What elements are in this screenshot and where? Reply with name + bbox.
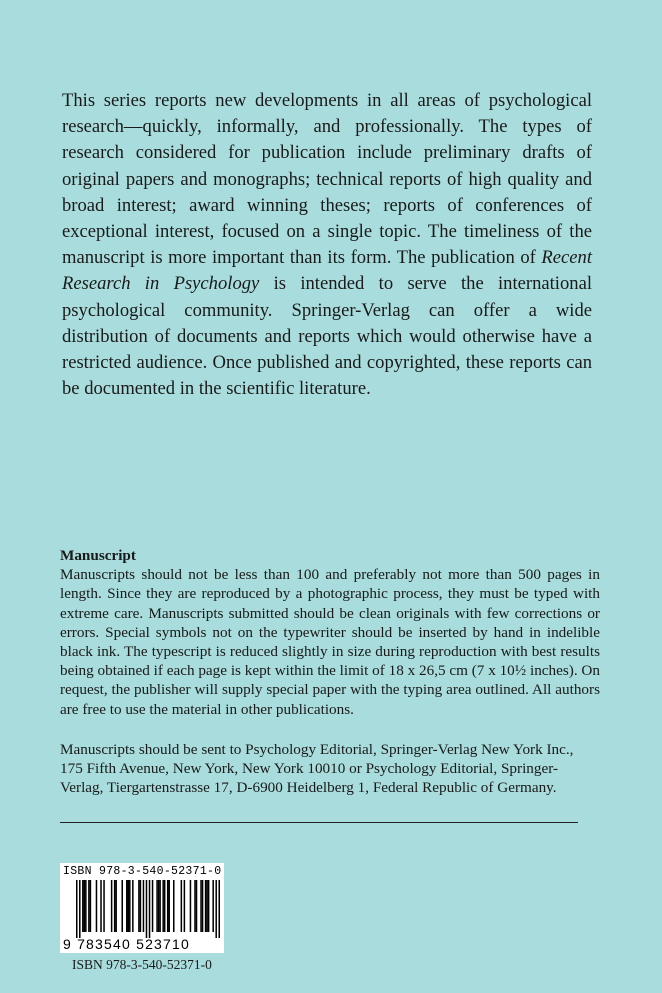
barcode-bar <box>164 880 166 932</box>
series-description <box>62 88 592 402</box>
barcode-bar <box>173 880 175 932</box>
barcode-bar <box>84 880 86 932</box>
barcode-bar <box>129 880 131 932</box>
manuscript-guidelines: Manuscripts should not be less than 100 and preferably not more than 500 pages in length. Since they are reproduced by a photographic process, they must be typed with extreme care. Manuscripts submitted should be clean originals with few corrections or errors. Special symbols not on the typewriter should be inserted by hand in indelible black ink. The typescript is reduced slightly in size during reproduction with best results being obtained if each page is kept within the limit of 18 x 26,5 cm (7 x 10½ inches). On request, the publisher will supply special paper with the typing area outlined. All authors are free to use the material in other publications. <box>60 566 600 718</box>
barcode-bar <box>212 880 214 932</box>
barcode-bar <box>218 880 220 938</box>
barcode-bar <box>79 880 81 938</box>
barcode-bar <box>158 880 160 932</box>
barcode-bar <box>85 880 87 932</box>
barcode-bar <box>114 880 116 932</box>
series-description-text-2: is intended to serve the international psychological community. Springer-Verlag can offer a wide distribution of documents and reports which would otherwise have a restricted audience. Once published and copyrighted, these reports can be documented in the scientific literature. <box>62 273 592 400</box>
barcode-bar <box>138 880 140 932</box>
barcode-label <box>60 863 224 953</box>
barcode-bar <box>159 880 161 932</box>
barcode-bar <box>149 880 151 938</box>
barcode-bar <box>132 880 134 932</box>
barcode-bar <box>103 880 105 932</box>
barcode-bar <box>205 880 207 932</box>
barcode-bar <box>194 880 196 932</box>
barcode-bar <box>196 880 198 932</box>
barcode-isbn: ISBN 978-3-540-52371-0 <box>63 865 222 878</box>
barcode-bar <box>143 880 145 932</box>
barcode-bar <box>190 880 192 932</box>
isbn-line: ISBN 978-3-540-52371-0 <box>72 957 212 972</box>
barcode-bar <box>140 880 142 932</box>
series-title: Recent Research in Psychology <box>62 247 592 295</box>
barcode-digits: 9 783540 523710 <box>63 936 190 952</box>
divider-line <box>60 822 578 823</box>
barcode-bar <box>162 880 164 932</box>
barcode-bar <box>168 880 170 932</box>
barcode-bar <box>146 880 148 938</box>
barcode-bar <box>215 880 217 938</box>
barcode-bar <box>128 880 130 932</box>
barcode-bar <box>208 880 210 932</box>
barcode-bar <box>90 880 92 932</box>
barcode-bar <box>96 880 98 932</box>
barcode-bar <box>202 880 204 932</box>
series-description-text-1: This series reports new developments in all areas of psychological research—quickly, informally, and professionally. The types of research considered for publication include preliminary drafts of original papers and monographs; technical reports of high quality and broad interest; award winning theses; reports of conferences of exceptional interest, focused on a single topic. The timeliness of the manuscript is more important than its form. The publication of <box>62 90 592 269</box>
barcode-bar <box>115 880 117 932</box>
barcode-bar <box>156 880 158 932</box>
barcode-bar <box>88 880 90 932</box>
barcode-bar <box>167 880 169 932</box>
barcode-bar <box>82 880 84 932</box>
manuscript-heading: Manuscript <box>60 547 136 564</box>
barcode-bar <box>184 880 186 932</box>
barcode-bar <box>152 880 154 932</box>
barcode-bars <box>76 880 220 938</box>
submission-address: Manuscripts should be sent to Psychology Editorial, Springer-Verlag New York Inc., 175 Fifth Avenue, New York, New York 10010 or Psychology Editorial, Springer-Verlag, Tiergartenstrasse 17, D-6900 Heidelberg 1, Federal Republic of Germany. <box>60 741 574 797</box>
barcode-bar <box>76 880 78 938</box>
barcode-bar <box>200 880 202 932</box>
barcode-bar <box>111 880 113 932</box>
manuscript-section <box>60 546 600 719</box>
barcode-bar <box>121 880 123 932</box>
barcode-bar <box>181 880 183 932</box>
barcode-bar <box>206 880 208 932</box>
barcode-bar <box>126 880 128 932</box>
barcode-bar <box>100 880 102 932</box>
